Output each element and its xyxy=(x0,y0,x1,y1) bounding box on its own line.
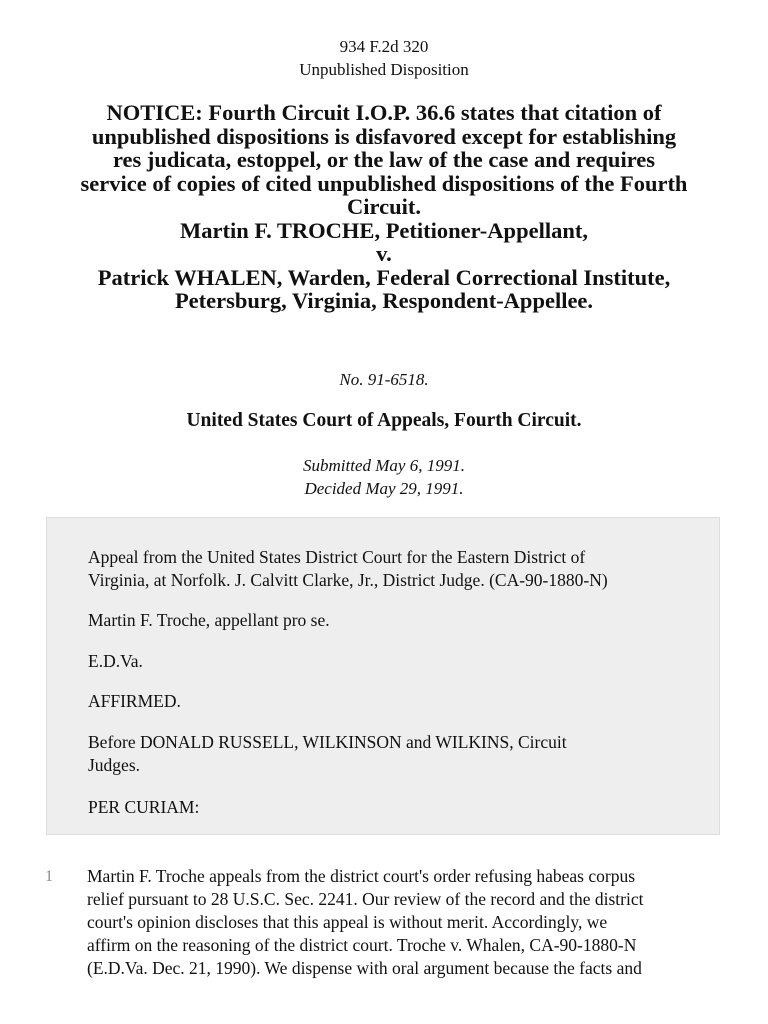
case-caption xyxy=(40,101,728,313)
citation-header xyxy=(0,35,768,81)
notice-line: NOTICE: Fourth Circuit I.O.P. 36.6 states that citation of xyxy=(106,100,662,125)
disposition-label: Unpublished Disposition xyxy=(299,60,469,79)
paragraph-text xyxy=(87,865,727,980)
appellee-line: Petersburg, Virginia, Respondent-Appellee. xyxy=(174,288,594,313)
paragraph-number: 1 xyxy=(45,868,53,885)
decided-date: Decided May 29, 1991. xyxy=(304,479,464,498)
paragraph-line: relief pursuant to 28 U.S.C. Sec. 2241. Our review of the record and the district xyxy=(87,889,644,909)
appellant-line: Martin F. TROCHE, Petitioner-Appellant, xyxy=(180,217,588,243)
disposition-result: AFFIRMED. xyxy=(88,691,181,711)
paragraph-line: affirm on the reasoning of the district court. Troche v. Whalen, CA-90-1880-N xyxy=(87,935,637,955)
case-summary-box xyxy=(46,517,720,835)
versus-line: v. xyxy=(376,241,392,266)
notice-line: Circuit. xyxy=(347,194,421,219)
court-name: United States Court of Appeals, Fourth Circuit. xyxy=(186,410,582,431)
per-curiam-label: PER CURIAM: xyxy=(88,797,200,817)
submitted-date: Submitted May 6, 1991. xyxy=(303,456,465,475)
notice-line: unpublished dispositions is disfavored except for establishing xyxy=(91,123,677,149)
case-dates xyxy=(0,454,768,500)
appellee-line: Patrick WHALEN, Warden, Federal Correctional Institute, xyxy=(97,264,671,290)
docket-number: No. 91-6518. xyxy=(339,370,429,389)
district-abbrev: E.D.Va. xyxy=(88,651,143,671)
paragraph-line: (E.D.Va. Dec. 21, 1990). We dispense with oral argument because the facts and xyxy=(87,958,642,978)
notice-line: service of copies of cited unpublished dispositions of the Fourth xyxy=(80,170,688,196)
paragraph-line: Martin F. Troche appeals from the district court's order refusing habeas corpus xyxy=(87,866,636,886)
panel-judges-line: Judges. xyxy=(88,755,141,775)
appellant-counsel: Martin F. Troche, appellant pro se. xyxy=(88,610,330,630)
notice-line: res judicata, estoppel, or the law of the case and requires xyxy=(112,147,656,172)
panel-judges-line: Before DONALD RUSSELL, WILKINSON and WILKINS, Circuit xyxy=(88,732,567,752)
appeal-origin xyxy=(88,546,698,592)
panel-judges xyxy=(88,731,698,777)
reporter-citation: 934 F.2d 320 xyxy=(339,37,429,56)
appeal-origin-line: Virginia, at Norfolk. J. Calvitt Clarke, Jr., District Judge. (CA-90-1880-N) xyxy=(88,570,608,590)
paragraph-line: court's opinion discloses that this appeal is without merit. Accordingly, we xyxy=(87,912,608,932)
appeal-origin-line: Appeal from the United States District Court for the Eastern District of xyxy=(88,547,586,567)
